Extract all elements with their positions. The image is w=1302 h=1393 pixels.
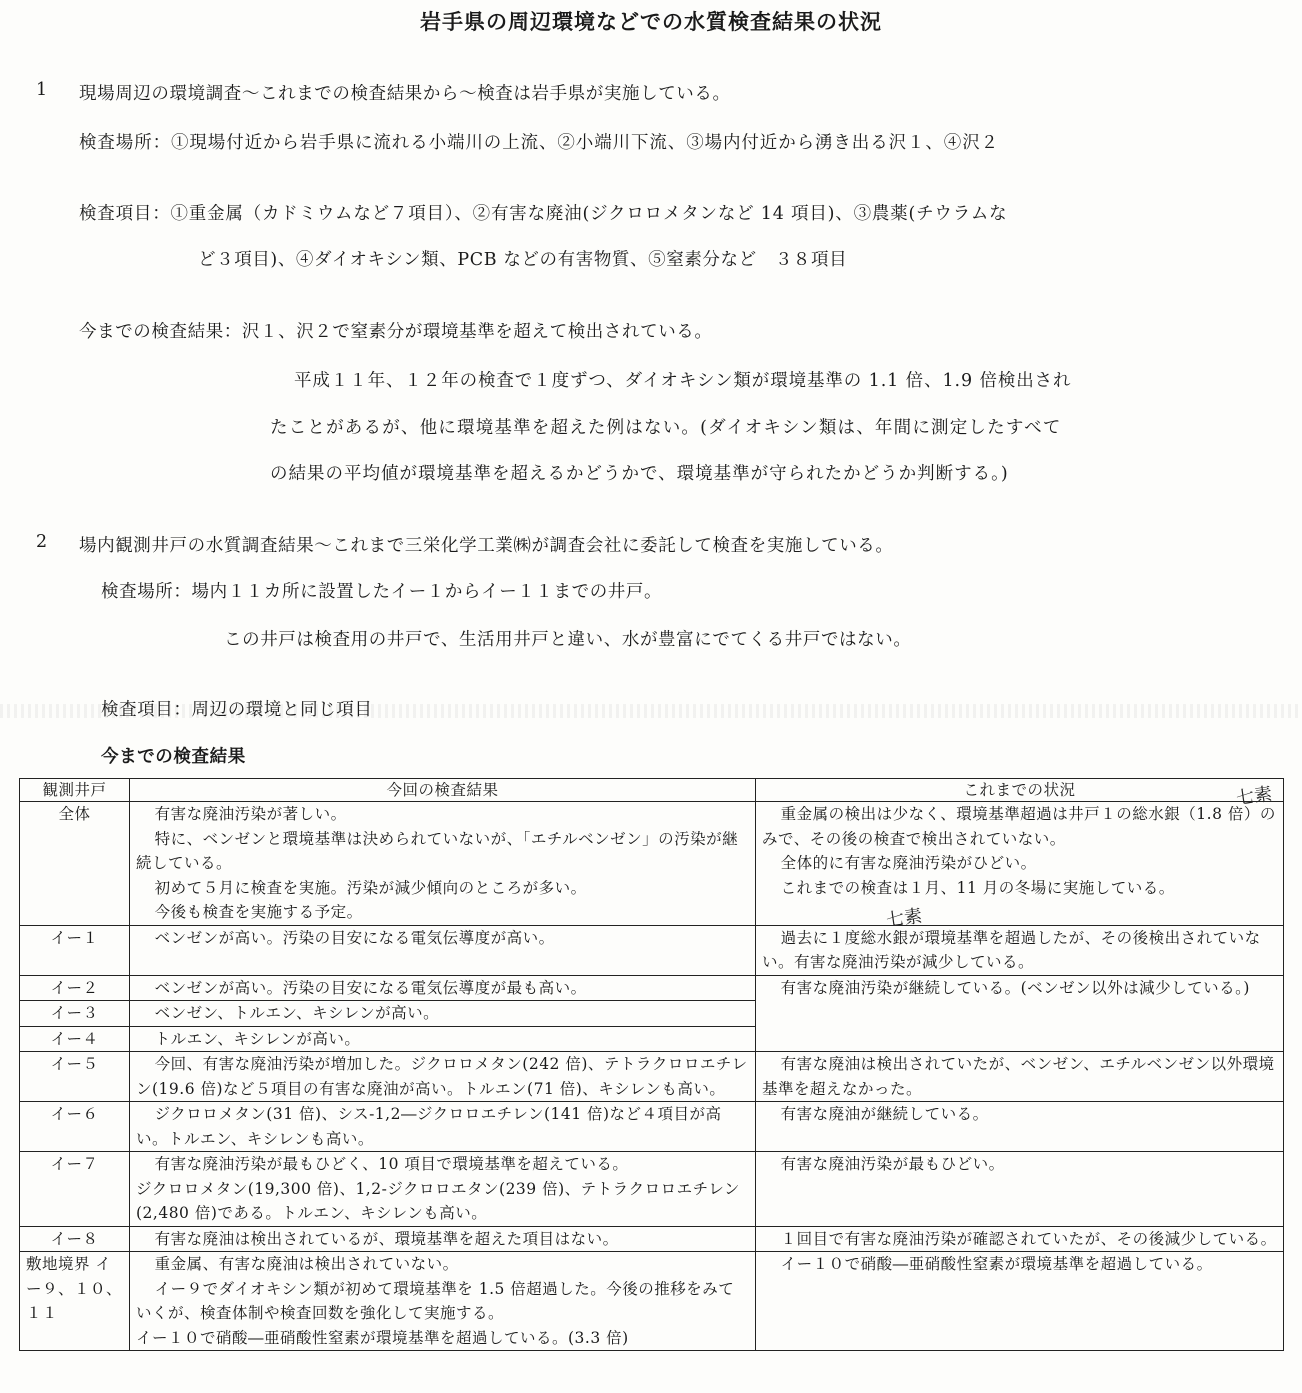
- current-result-text: 有害な廃油汚染が著しい。: [154, 805, 347, 823]
- well-cell: イー２: [20, 975, 130, 1001]
- current-result-cell: [130, 1226, 756, 1252]
- table-row: [20, 1102, 1284, 1152]
- section1-locations: 検査場所：①現場付近から岩手県に流れる小端川の上流、②小端川下流、③場内付近から湧き出る沢１、④沢２: [79, 133, 999, 153]
- table-row: [20, 1152, 1284, 1227]
- section2-number: 2: [36, 532, 48, 552]
- section1-items-line1: 検査項目：①重金属（カドミウムなど７項目）、②有害な廃油(ジクロロメタンなど 14 項目)、③農薬(チウラムな: [79, 204, 1008, 224]
- current-result-text: ジクロロメタン(31 倍)、シス-1,2―ジクロロエチレン(141 倍)など４項目が高い。トルエン、キシレンも高い。: [136, 1105, 722, 1148]
- current-result-text: 特に、ベンゼンと環境基準は決められていないが、「エチルベンゼン」の汚染が継続している。: [136, 829, 739, 872]
- well-cell: イー４: [20, 1026, 130, 1052]
- current-result-text: トルエン、キシレンが高い。: [154, 1029, 361, 1048]
- page-title: 岩手県の周辺環境などでの水質検査結果の状況: [420, 9, 882, 34]
- current-result-cell: [130, 802, 756, 926]
- current-result-text: イー９でダイオキシン類が初めて環境基準を 1.5 倍超過した。今後の推移をみていくが、検査体制や検査回数を強化して実施する。: [136, 1279, 735, 1322]
- section1-results-line4: の結果の平均値が環境基準を超えるかどうかで、環境基準が守られたかどうか判断する。): [270, 464, 1009, 484]
- handwritten-note: 七素: [884, 905, 924, 932]
- past-status-text: 有害な廃油汚染が最もひどい。: [780, 1155, 1005, 1173]
- current-result-text: 重金属、有害な廃油は検出されていない。: [154, 1255, 459, 1273]
- current-result-text: 初めて５月に検査を実施。汚染が減少傾向のところが多い。: [154, 878, 587, 897]
- current-result-cell: [130, 1152, 756, 1227]
- past-status-text: イー１０で硝酸―亜硝酸性窒素が環境基準を超過している。: [780, 1255, 1213, 1273]
- current-result-cell: [130, 1026, 756, 1052]
- table-row: [20, 975, 1284, 1001]
- past-status-text: 過去に１度総水銀が環境基準を超過したが、その後検出されていない。有害な廃油汚染が減少している。: [762, 928, 1261, 971]
- current-result-text: イー１０で硝酸―亜硝酸性窒素が環境基準を超過している。(3.3 倍): [136, 1328, 629, 1347]
- table-row: [20, 1226, 1284, 1252]
- handwritten-note: 七素: [1234, 783, 1274, 810]
- current-result-text: ベンゼンが高い。汚染の目安になる電気伝導度が高い。: [154, 928, 555, 947]
- current-result-text: ジクロロメタン(19,300 倍)、1,2-ジクロロエタン(239 倍)、テトラクロロエチレン(2,480 倍)である。トルエン、キシレンも高い。: [136, 1179, 740, 1222]
- current-result-cell: [130, 1102, 756, 1152]
- current-result-cell: [130, 1052, 756, 1102]
- section2-heading: 場内観測井戸の水質調査結果～これまで三栄化学工業㈱が調査会社に委託して検査を実施している。: [79, 536, 894, 556]
- well-cell: イー１: [20, 925, 130, 975]
- past-status-cell: [756, 925, 1284, 975]
- well-cell: イー７: [20, 1152, 130, 1227]
- column-header-past-status: これまでの状況: [756, 779, 1284, 802]
- table-row: [20, 802, 1284, 926]
- current-result-text: 有害な廃油汚染が最もひどく、10 項目で環境基準を超えている。: [154, 1155, 629, 1173]
- current-result-cell: [130, 975, 756, 1001]
- well-cell: イー６: [20, 1102, 130, 1152]
- current-result-cell: [130, 1252, 756, 1351]
- current-result-text: 今回、有害な廃油汚染が増加した。ジクロロメタン(242 倍)、テトラクロロエチレン(19.6 倍)など５項目の有害な廃油が高い。トルエン(71 倍)、キシレンも高い。: [136, 1055, 748, 1098]
- current-result-text: 今後も検査を実施する予定。: [154, 903, 363, 921]
- past-status-cell: [756, 1152, 1284, 1227]
- well-cell: 敷地境界 イー９、１０、１１: [20, 1252, 130, 1351]
- past-status-cell: [756, 1052, 1284, 1102]
- past-status-text: 有害な廃油は検出されていたが、ベンゼン、エチルベンゼン以外環境基準を超えなかった。: [762, 1055, 1275, 1098]
- table-row: [20, 925, 1284, 975]
- section1-results-line2: 平成１１年、１２年の検査で１度ずつ、ダイオキシン類が環境基準の 1.1 倍、1.9 倍検出され: [294, 371, 1072, 391]
- current-result-text: ベンゼン、トルエン、キシレンが高い。: [154, 1004, 440, 1022]
- past-status-text: 有害な廃油が継続している。: [780, 1105, 989, 1123]
- section1-number: 1: [36, 80, 48, 100]
- past-status-text: 有害な廃油汚染が継続している。(ベンゼン以外は減少している。): [780, 978, 1250, 997]
- current-result-cell: [130, 925, 756, 975]
- table-row: [20, 1252, 1284, 1351]
- table-row: [20, 1052, 1284, 1102]
- section2-items: 検査項目：周辺の環境と同じ項目: [101, 700, 373, 720]
- section1-heading: 現場周辺の環境調査～これまでの検査結果から～検査は岩手県が実施している。: [79, 84, 731, 104]
- past-status-text: 重金属の検出は少なく、環境基準超過は井戸１の総水銀（1.8 倍）のみで、その後の検査で検出されていない。: [762, 805, 1276, 848]
- well-cell: イー８: [20, 1226, 130, 1252]
- section1-results-line1: 今までの検査結果：沢１、沢２で窒素分が環境基準を超えて検出されている。: [79, 322, 713, 342]
- past-status-cell: [756, 1252, 1284, 1351]
- past-status-text: これまでの検査は１月、11 月の冬場に実施している。: [780, 878, 1175, 897]
- well-cell: 全体: [20, 802, 130, 926]
- table-header-row: [20, 779, 1284, 802]
- past-status-text: 全体的に有害な廃油汚染がひどい。: [780, 854, 1037, 872]
- section2-results-heading: 今までの検査結果: [101, 747, 246, 767]
- section2-locations-line2: この井戸は検査用の井戸で、生活用井戸と違い、水が豊富にでてくる井戸ではない。: [224, 630, 912, 650]
- past-status-text: １回目で有害な廃油汚染が確認されていたが、その後減少している。: [780, 1229, 1277, 1248]
- well-cell: イー３: [20, 1001, 130, 1027]
- column-header-current-results: 今回の検査結果: [130, 779, 756, 802]
- current-result-text: 有害な廃油は検出されているが、環境基準を超えた項目はない。: [154, 1229, 619, 1248]
- section1-results-line3: たことがあるが、他に環境基準を超えた例はない。(ダイオキシン類は、年間に測定したすべて: [270, 418, 1062, 438]
- column-header-well: 観測井戸: [20, 779, 130, 802]
- results-table: [19, 778, 1284, 1351]
- section1-items-line2: ど３項目)、④ダイオキシン類、PCB などの有害物質、⑤窒素分など ３８項目: [198, 250, 848, 270]
- current-result-cell: [130, 1001, 756, 1027]
- past-status-cell: [756, 1102, 1284, 1152]
- section2-locations-line1: 検査場所：場内１１カ所に設置したイー１からイー１１までの井戸。: [101, 582, 663, 602]
- past-status-cell: [756, 1226, 1284, 1252]
- current-result-text: ベンゼンが高い。汚染の目安になる電気伝導度が最も高い。: [154, 978, 587, 997]
- past-status-cell: [756, 975, 1284, 1052]
- well-cell: イー５: [20, 1052, 130, 1102]
- past-status-cell: [756, 802, 1284, 926]
